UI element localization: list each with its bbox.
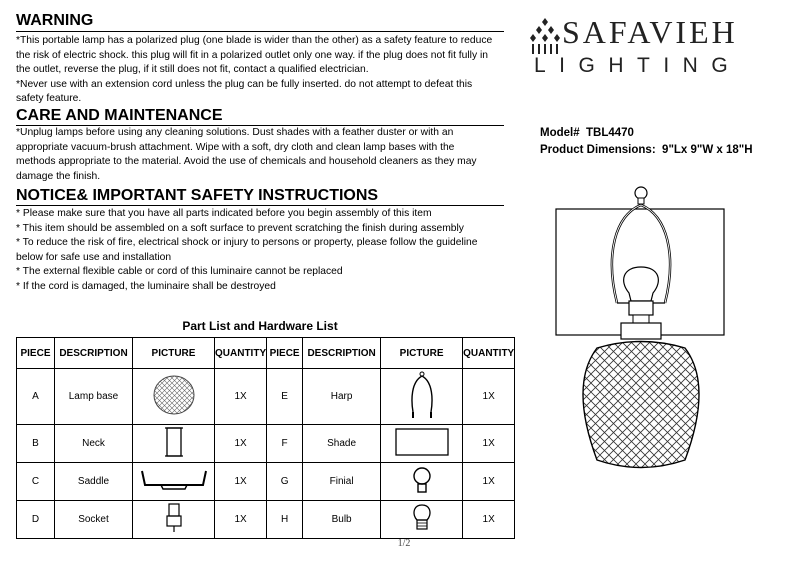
lamp-base-icon <box>152 373 196 417</box>
column-header: QUANTITY <box>463 338 515 369</box>
parts-table <box>16 337 515 539</box>
care-line: methods appropriate to the material. Avoid the use of chemicals and household cleaners as they may <box>16 156 477 168</box>
neck-icon <box>164 426 184 458</box>
model-value: TBL4470 <box>586 127 634 139</box>
finial-shape <box>635 187 647 199</box>
care-line: *Unplug lamps before using any cleaning solutions. Dust shades with a feather duster or with an <box>16 127 454 138</box>
picture-cell <box>381 501 463 539</box>
warning-line: safety feature. <box>16 93 82 105</box>
notice-title: NOTICE& IMPORTANT SAFETY INSTRUCTIONS <box>16 187 379 204</box>
notice-line: * To reduce the risk of fire, electrical shock or injury to persons or property, please follow the guideline <box>16 237 478 249</box>
picture-cell <box>133 369 215 425</box>
dimensions-label: Product Dimensions: <box>540 144 656 156</box>
care-text <box>16 126 506 184</box>
piece-cell: A <box>17 369 55 425</box>
socket-shape <box>629 301 653 315</box>
model-label: Model# <box>540 127 580 139</box>
notice-line: * If the cord is damaged, the luminaire shall be destroyed <box>16 280 276 292</box>
warning-line: *Never use with an extension cord unless the plug can be fully inserted. do not attempt to defeat this <box>16 78 473 90</box>
care-title: CARE AND MAINTENANCE <box>16 107 223 124</box>
notice-line: * Please make sure that you have all parts indicated before you begin assembly of this item <box>16 208 432 219</box>
column-header: DESCRIPTION <box>303 338 381 369</box>
model-line <box>540 125 753 142</box>
description-cell: Shade <box>303 425 381 463</box>
piece-cell: H <box>267 501 303 539</box>
picture-cell <box>381 369 463 425</box>
bulb-icon <box>411 502 433 534</box>
piece-cell: G <box>267 463 303 501</box>
lamp-illustration <box>555 185 727 485</box>
quantity-cell: 1X <box>463 369 515 425</box>
warning-rule <box>16 31 504 32</box>
warning-text <box>16 34 506 107</box>
column-header: PIECE <box>267 338 303 369</box>
notice-text <box>16 207 506 295</box>
piece-cell: B <box>17 425 55 463</box>
notice-rule <box>16 205 504 206</box>
dimensions-value: 9"Lx 9"W x 18"H <box>662 144 753 156</box>
quantity-cell: 1X <box>463 463 515 501</box>
column-header: QUANTITY <box>215 338 267 369</box>
piece-cell: D <box>17 501 55 539</box>
warning-line: the risk of electric shock. this plug will fit in a polarized outlet only one way. if the plug does not fit fully in <box>16 49 488 61</box>
notice-line: * The external flexible cable or cord of this luminaire cannot be replaced <box>16 266 343 278</box>
harp-icon <box>407 370 437 420</box>
socket-icon <box>164 502 184 534</box>
care-line: appropriate vacuum-brush attachment. Wipe with a soft, dry cloth and clean lamp bases with the <box>16 141 455 153</box>
product-info <box>540 125 753 159</box>
description-cell: Saddle <box>55 463 133 501</box>
brand-name: SAFAVIEH <box>562 14 738 50</box>
quantity-cell: 1X <box>215 425 267 463</box>
saddle-icon <box>139 467 209 493</box>
page-number: 1/2 <box>397 538 411 549</box>
column-header: PICTURE <box>381 338 463 369</box>
description-cell: Finial <box>303 463 381 501</box>
warning-line: the outlet, reverse the plug, if it still does not fit, contact a qualified electrician. <box>16 64 369 76</box>
logo-mark-icon <box>528 16 562 56</box>
finial-icon <box>411 466 433 494</box>
description-cell: Lamp base <box>55 369 133 425</box>
quantity-cell: 1X <box>463 501 515 539</box>
description-cell: Socket <box>55 501 133 539</box>
parts-list-title: Part List and Hardware List <box>182 319 338 333</box>
table-row <box>17 463 515 501</box>
dimensions-line <box>540 142 753 159</box>
neck-shape <box>621 323 661 339</box>
notice-line: below for safe use and installation <box>16 251 172 263</box>
piece-cell: F <box>267 425 303 463</box>
table-header-row <box>17 338 515 369</box>
column-header: PIECE <box>17 338 55 369</box>
picture-cell <box>381 463 463 501</box>
notice-line: * This item should be assembled on a soft surface to prevent scratching the finish during assembly <box>16 222 464 234</box>
bulb-shape <box>624 267 659 301</box>
picture-cell <box>381 425 463 463</box>
brand-subline: LIGHTING <box>534 54 742 77</box>
shade-icon <box>394 427 450 457</box>
description-cell: Harp <box>303 369 381 425</box>
table-row <box>17 369 515 425</box>
description-cell: Bulb <box>303 501 381 539</box>
column-header: DESCRIPTION <box>55 338 133 369</box>
picture-cell <box>133 425 215 463</box>
table-row <box>17 425 515 463</box>
warning-title: WARNING <box>16 12 94 29</box>
quantity-cell: 1X <box>463 425 515 463</box>
piece-cell: C <box>17 463 55 501</box>
picture-cell <box>133 463 215 501</box>
column-header: PICTURE <box>133 338 215 369</box>
care-line: damage the finish. <box>16 170 101 182</box>
picture-cell <box>133 501 215 539</box>
quantity-cell: 1X <box>215 463 267 501</box>
warning-line: *This portable lamp has a polarized plug (one blade is wider than the other) as a safety feature to reduce <box>16 35 493 46</box>
safavieh-logo <box>528 10 798 82</box>
quantity-cell: 1X <box>215 369 267 425</box>
description-cell: Neck <box>55 425 133 463</box>
piece-cell: E <box>267 369 303 425</box>
quantity-cell: 1X <box>215 501 267 539</box>
table-row <box>17 501 515 539</box>
